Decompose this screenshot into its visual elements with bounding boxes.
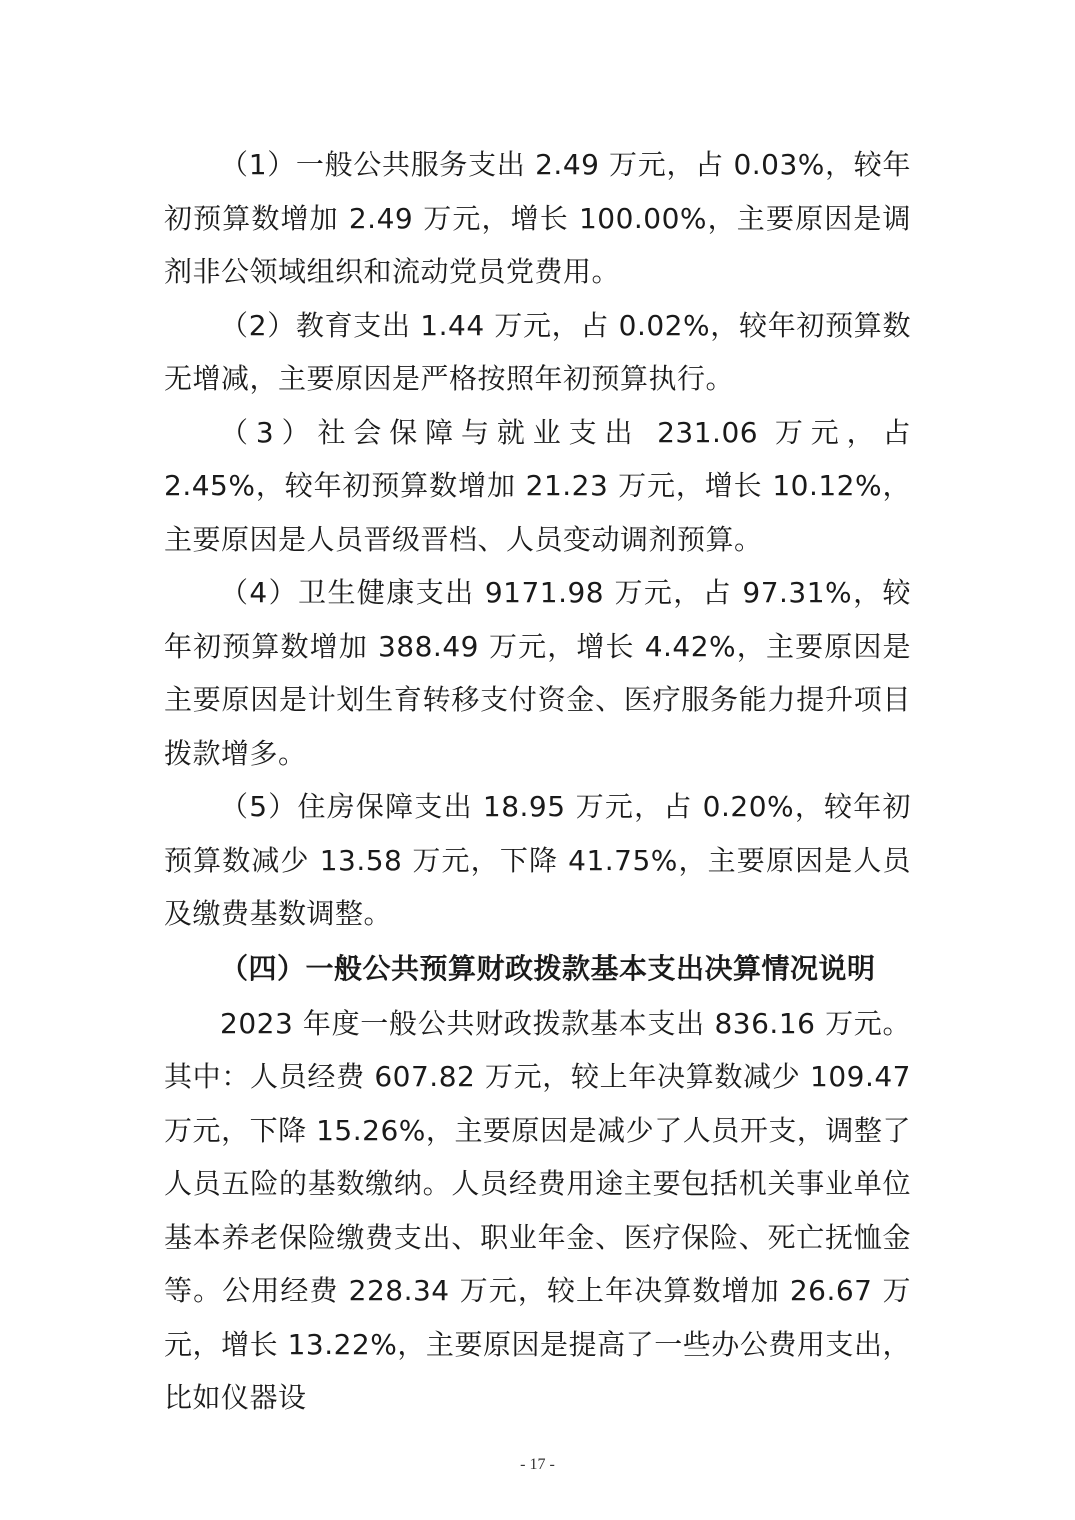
- paragraph-education: （2）教育支出 1.44 万元，占 0.02%，较年初预算数无增减，主要原因是严格按照年初预算执行。: [164, 308, 911, 395]
- page-content: [164, 138, 911, 1425]
- page-number: - 17 -: [520, 1456, 555, 1473]
- paragraph-health: （4）卫生健康支出 9171.98 万元，占 97.31%，较年初预算数增加 388.49 万元，增长 4.42%，主要原因是主要原因是计划生育转移支付资金、医疗服务能力提升项目拨款增多。: [164, 576, 911, 770]
- paragraph-housing: （5）住房保障支出 18.95 万元，占 0.20%，较年初预算数减少 13.58 万元，下降 41.75%，主要原因是人员及缴费基数调整。: [164, 790, 911, 930]
- paragraph-general-public-services: （1）一般公共服务支出 2.49 万元，占 0.03%，较年初预算数增加 2.49 万元，增长 100.00%，主要原因是调剂非公领域组织和流动党员党费用。: [164, 148, 911, 288]
- section-heading: （四）一般公共预算财政拨款基本支出决算情况说明: [220, 951, 876, 985]
- paragraph-social-security: （3）社会保障与就业支出 231.06 万元，占 2.45%，较年初预算数增加 21.23 万元，增长 10.12%，主要原因是人员晋级晋档、人员变动调剂预算。: [164, 415, 911, 556]
- paragraph-basic-expenditure: 2023 年度一般公共财政拨款基本支出 836.16 万元。其中：人员经费 607.82 万元，较上年决算数减少 109.47 万元，下降 15.26%，主要原因是减少了人员开支，调整了人员五险的基数缴纳。人员经费用途主要包括机关事业单位基本养老保险缴费支出、职业年金、医疗保险、死亡抚恤金等。公用经费 228.34 万元，较上年决算数增加 26.67 万元，增长 13.22%，主要原因是提高了一些办公费用支出，比如仪器设: [164, 1006, 911, 1414]
